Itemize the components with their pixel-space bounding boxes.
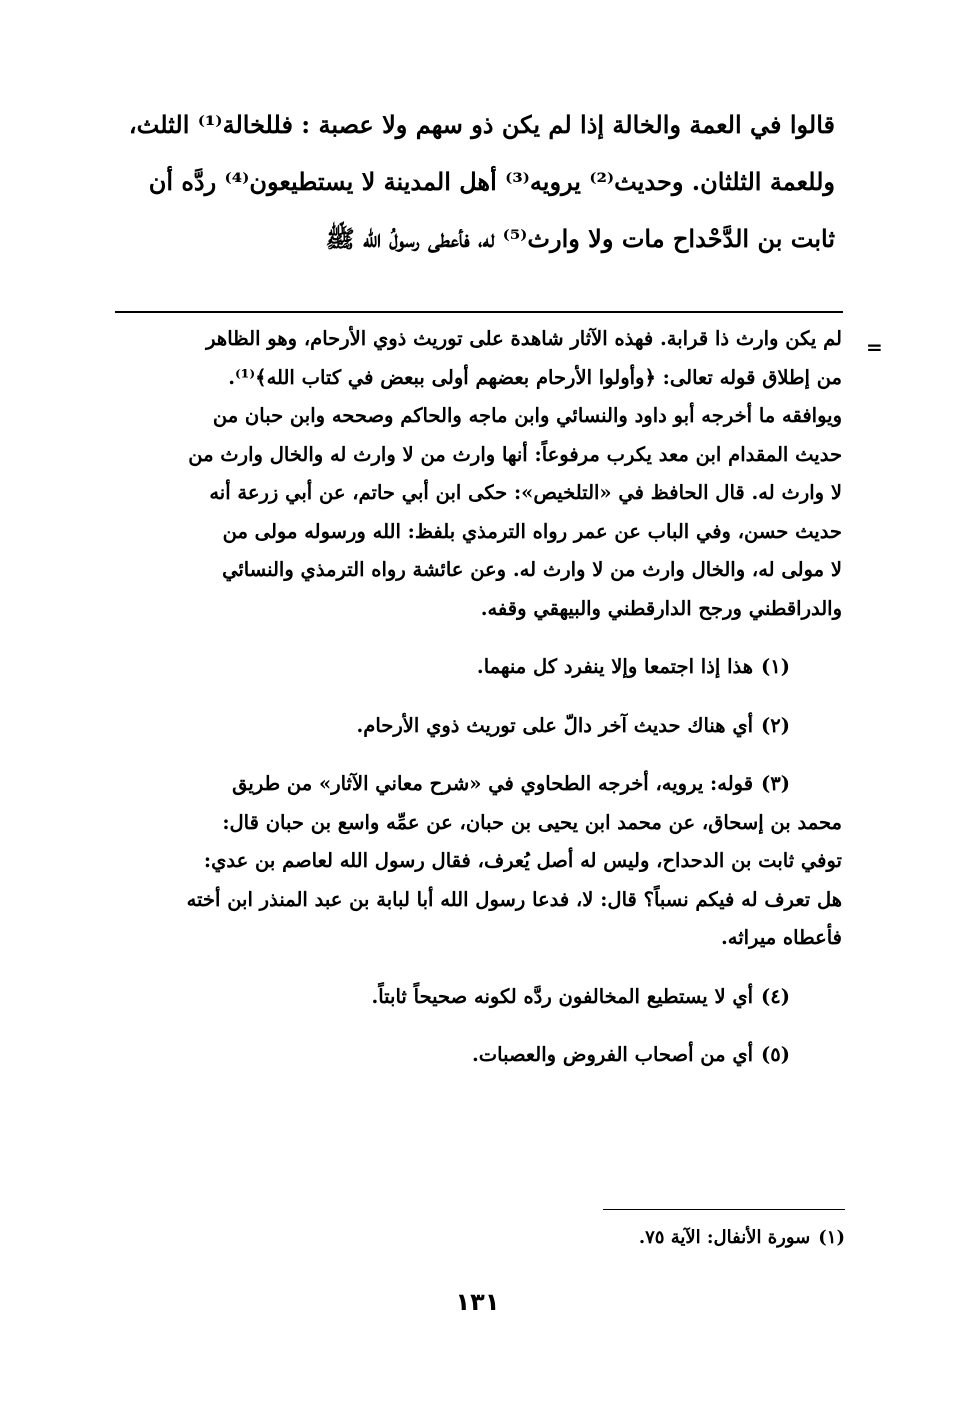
note-3-line: محمد بن إسحاق، عن محمد ابن يحيى بن حبان، عن عمِّه واسع بن حبان قال: <box>222 810 842 834</box>
main-text <box>100 96 835 267</box>
note-3 <box>100 765 842 804</box>
footnote-text: سورة الأنفال: الآية ٧٥. <box>638 1227 811 1248</box>
commentary-notes <box>100 320 842 1075</box>
footnote-rule <box>603 1209 845 1210</box>
note-1 <box>100 648 842 687</box>
note-text: أي من أصحاب الفروض والعصبات. <box>472 1043 754 1066</box>
main-line: قالوا في العمة والخالة إذا لم يكن ذو سهم ولا عصبة : فللخالة⁽¹⁾ الثلث، <box>128 110 835 139</box>
note-number: (٥) <box>761 1043 790 1066</box>
continuation-mark: = <box>866 335 883 359</box>
note-2 <box>100 707 842 746</box>
note-4 <box>100 978 842 1017</box>
note-number: (٤) <box>761 984 790 1008</box>
note-number: (١) <box>761 655 790 678</box>
note-3-line: هل تعرف له فيكم نسباً؟ قال: لا، فدعا رسول الله أبا لبابة بن عبد المنذر ابن أخته <box>186 887 842 911</box>
note-text: أي هناك حديث آخر دالّ على توريث ذوي الأرحام. <box>356 713 754 737</box>
commentary-line: من إطلاق قوله تعالى: ﴿وأولوا الأرحام بعضهم أولى ببعض في كتاب الله﴾⁽¹⁾. <box>228 365 842 389</box>
note-text: أي لا يستطيع المخالفون ردَّه لكونه صحيحاً ثابتاً. <box>371 984 754 1008</box>
note-3-line: توفي ثابت بن الدحداح، وليس له أصل يُعرف، فقال رسول الله لعاصم بن عدي: <box>203 849 842 872</box>
main-line: ثابت بن الدَّحْداح مات ولا وارث⁽⁵⁾ له، فأعطى رسولُ الله ﷺ <box>325 224 835 253</box>
commentary-line: لا مولى له، والخال وارث من لا وارث له. وعن عائشة رواه الترمذي والنسائي <box>222 558 842 581</box>
separator-rule <box>115 311 843 313</box>
note-3-line: فأعطاه ميراثه. <box>720 926 842 949</box>
commentary-line: لم يكن وارث ذا قرابة. فهذه الآثار شاهدة على توريث ذوي الأرحام، وهو الظاهر <box>206 327 842 350</box>
main-line: وللعمة الثلثان. وحديث⁽²⁾ يرويه⁽³⁾ أهل المدينة لا يستطيعون⁽⁴⁾ ردَّه أن <box>148 167 835 196</box>
note-number: (٣) <box>761 772 790 795</box>
commentary-line: لا وارث له. قال الحافظ في «التلخيص»: حكى ابن أبي حاتم، عن أبي زرعة أنه <box>209 481 842 504</box>
note-5 <box>100 1036 842 1075</box>
commentary-line: والدراقطني ورجح الدارقطني والبيهقي وقفه. <box>480 596 842 620</box>
note-text: قوله: يرويه، أخرجه الطحاوي في «شرح معاني الآثار» من طريق <box>232 772 754 795</box>
footnote-number: (١) <box>818 1227 845 1248</box>
page-number: ١٣١ <box>455 1288 500 1316</box>
page-footnote <box>400 1223 845 1253</box>
commentary-line: حديث المقدام ابن معد يكرب مرفوعاً: أنها وارث من لا وارث له والخال وارث من <box>188 442 842 466</box>
note-text: هذا إذا اجتمعا وإلا ينفرد كل منهما. <box>476 655 754 678</box>
commentary-line: ويوافقه ما أخرجه أبو داود والنسائي وابن ماجه والحاكم وصححه وابن حبان من <box>212 404 842 427</box>
note-number: (٢) <box>761 713 790 737</box>
commentary-line: حديث حسن، وفي الباب عن عمر رواه الترمذي بلفظ: الله ورسوله مولى من <box>222 519 842 543</box>
